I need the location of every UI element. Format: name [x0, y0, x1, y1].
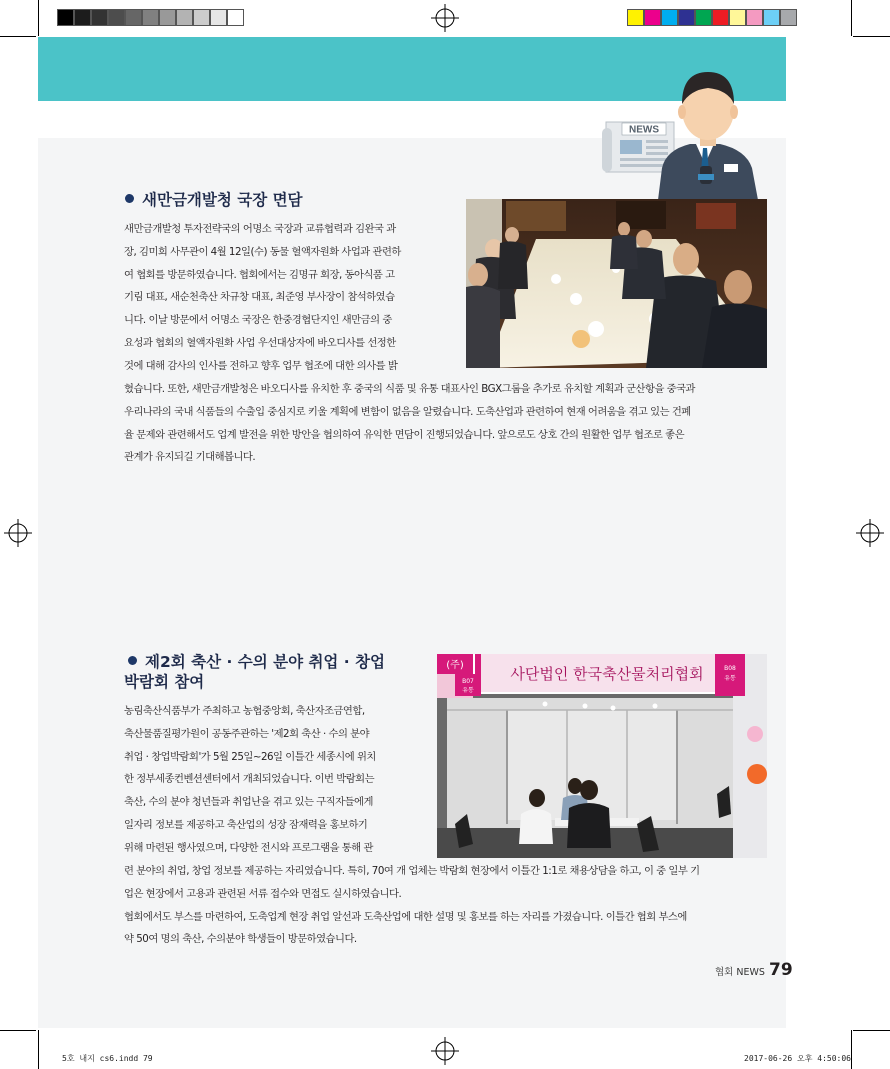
color-swatch [57, 9, 74, 26]
body-text-line: 약 50여 명의 축산, 수의분야 학생들이 방문하였습니다. [124, 933, 357, 946]
news-reporter-icon [600, 68, 770, 200]
section2-paragraph-full [124, 860, 767, 951]
color-swatch [91, 9, 108, 26]
color-swatch [695, 9, 712, 26]
page-number: 79 [769, 960, 793, 980]
crop-mark [851, 0, 852, 36]
section1-paragraph-top [124, 218, 434, 378]
body-text-line: 니다. 이날 방문에서 어명소 국장은 한중경협단지인 새만금의 중 [124, 314, 392, 327]
body-text-line: 여 협회를 방문하였습니다. 협회에서는 김명규 회장, 동아식품 고 [124, 268, 395, 281]
section-title-text: 제2회 축산 · 수의 분야 취업 · 창업 [145, 653, 386, 671]
body-text-line: 업은 현장에서 고용과 관련된 서류 접수와 면접도 실시하였습니다. [124, 887, 402, 900]
crop-mark [853, 36, 890, 37]
body-text-line: 장, 김미희 사무관이 4월 12일(수) 동물 혈액자원화 사업과 관련하 [124, 245, 401, 258]
color-swatch [644, 9, 661, 26]
color-swatch [227, 9, 244, 26]
registration-mark-icon [431, 1037, 459, 1065]
expo-booth-photo [437, 654, 767, 858]
color-swatch [661, 9, 678, 26]
slug-timestamp: 2017-06-26 오후 4:50:06 [744, 1054, 851, 1063]
body-text-line: 협회에서도 부스를 마련하여, 도축업계 현장 취업 알선과 도축산업에 대한 설명 및 홍보를 하는 자리를 가졌습니다. 이틀간 협회 부스에 [124, 910, 687, 923]
crop-mark [0, 36, 36, 37]
svg-text:(주): (주) [446, 660, 464, 671]
color-swatch [125, 9, 142, 26]
body-text-line: 기림 대표, 새순천축산 차규창 대표, 최준영 부사장이 참석하였습 [124, 291, 395, 304]
color-swatch [74, 9, 91, 26]
crop-mark [38, 1030, 39, 1069]
body-text-line: 혔습니다. 또한, 새만금개발청은 바오디사를 유치한 후 중국의 식품 및 유통 대표사인 BGX그룹을 추가로 유치할 계획과 군산항을 중국과 [124, 383, 696, 395]
body-text-line: 율 문제와 관련해서도 업계 발전을 위한 방안을 협의하여 유익한 면담이 진행되었습니다. 앞으로도 상호 간의 원활한 업무 협조로 좋은 [124, 428, 685, 441]
body-text-line: 위해 마련된 행사였으며, 다양한 전시와 프로그램을 통해 관 [124, 841, 373, 854]
section-title [125, 190, 303, 210]
grayscale-color-bar [57, 9, 244, 26]
registration-mark-icon [856, 519, 884, 547]
footer-section-label: 협회 NEWS [715, 967, 765, 978]
section1-paragraph-full [124, 378, 767, 469]
body-text-line: 한 정부세종컨벤션센터에서 개최되었습니다. 이번 박람회는 [124, 773, 375, 786]
color-swatch [159, 9, 176, 26]
body-text-line: 농림축산식품부가 주최하고 농협중앙회, 축산자조금연합, [124, 705, 365, 717]
color-swatch [176, 9, 193, 26]
body-text-line: 관계가 유지되길 기대해봅니다. [124, 451, 256, 464]
body-text-line: 축산, 수의 분야 청년들과 취업난을 겪고 있는 구직자들에게 [124, 796, 373, 809]
color-swatch [142, 9, 159, 26]
color-swatch [712, 9, 729, 26]
color-swatch [108, 9, 125, 26]
section-title-line2 [124, 672, 204, 692]
body-text-line: 것에 대해 감사의 인사를 전하고 향후 업무 협조에 대한 의사를 밝 [124, 359, 398, 372]
body-text-line: 련 분야의 취업, 창업 정보를 제공하는 자리였습니다. 특히, 70여 개 업체는 박람회 현장에서 이틀간 1:1로 채용상담을 하고, 이 중 일부 기 [124, 865, 700, 877]
body-text-line: 우리나라의 국내 식품들의 수출입 중심지로 키울 계획에 변함이 없음을 알렸습니다. 도축산업과 관련하여 현재 어려움을 겪고 있는 건폐 [124, 405, 691, 418]
color-swatch [780, 9, 797, 26]
color-swatch [193, 9, 210, 26]
registration-mark-icon [431, 4, 459, 32]
body-text-line: 요성과 협회의 혈액자원화 사업 우선대상자에 바오디사를 선정한 [124, 336, 396, 349]
registration-mark-icon [4, 519, 32, 547]
color-swatch [210, 9, 227, 26]
color-swatch [729, 9, 746, 26]
svg-text:유통: 유통 [462, 687, 474, 694]
crop-mark [0, 1030, 36, 1031]
svg-text:사단법인 한국축산물처리협회: 사단법인 한국축산물처리협회 [510, 665, 704, 683]
color-swatch [746, 9, 763, 26]
section-title-text: 박람회 참여 [124, 673, 205, 691]
section-title [128, 652, 385, 672]
bullet-icon [125, 194, 134, 203]
svg-text:NEWS: NEWS [629, 124, 659, 136]
body-text-line: 새만금개발청 투자전략국의 어명소 국장과 교류협력과 김완국 과 [124, 223, 396, 235]
svg-text:B07: B07 [462, 678, 474, 685]
process-color-bar [627, 9, 797, 26]
section2-paragraph-top [124, 700, 408, 860]
body-text-line: 취업 · 창업박람회'가 5월 25일~26일 이틀간 세종시에 위치 [124, 750, 376, 763]
bullet-icon [128, 656, 137, 665]
svg-text:B08: B08 [724, 665, 736, 672]
section-title-text: 새만금개발청 국장 면담 [142, 191, 303, 209]
body-text-line: 일자리 정보를 제공하고 축산업의 성장 잠재력을 홍보하기 [124, 818, 368, 831]
crop-mark [853, 1030, 890, 1031]
crop-mark [38, 0, 39, 36]
svg-text:유통: 유통 [724, 675, 736, 682]
meeting-photo [466, 199, 767, 368]
body-text-line: 축산물품질평가원이 공동주관하는 '제2회 축산 · 수의 분야 [124, 727, 370, 740]
color-swatch [627, 9, 644, 26]
color-swatch [763, 9, 780, 26]
color-swatch [678, 9, 695, 26]
slug-filename: 5호 내지 cs6.indd 79 [62, 1054, 153, 1063]
crop-mark [851, 1030, 852, 1069]
